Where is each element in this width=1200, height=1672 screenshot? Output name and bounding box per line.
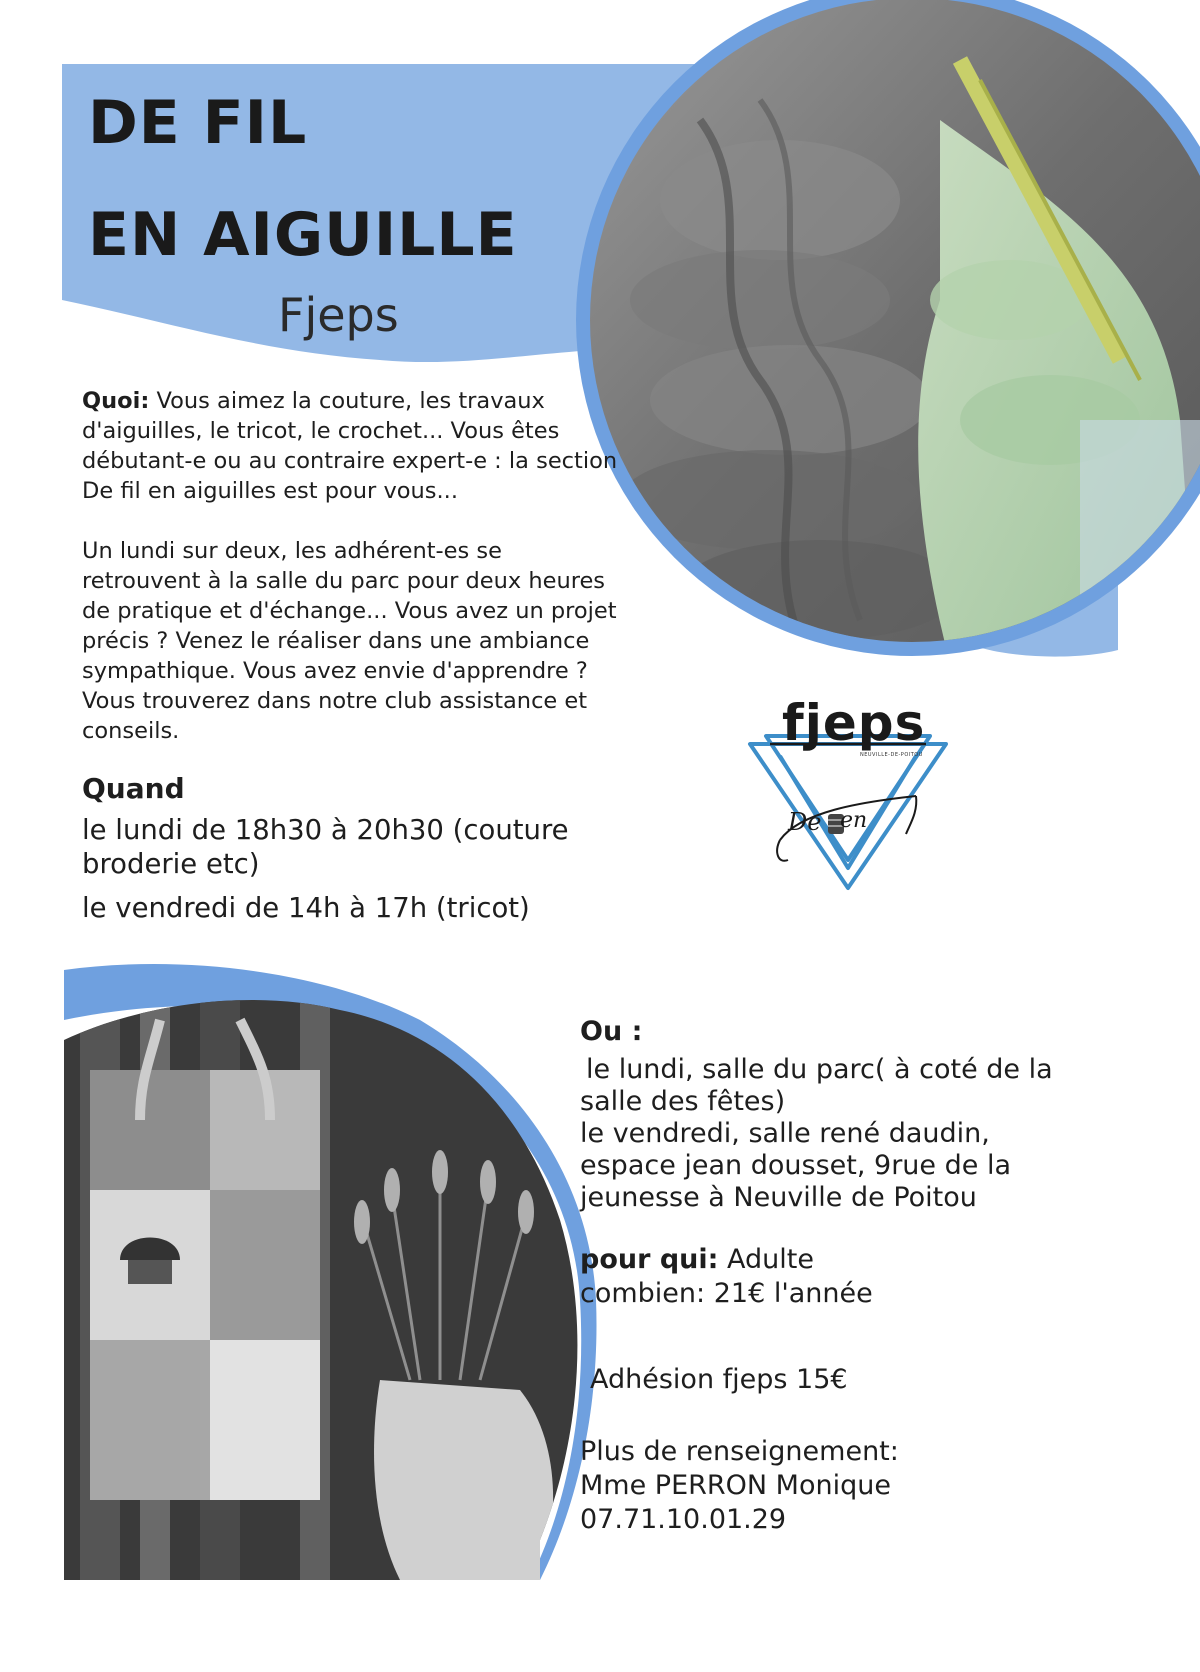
- ou-line-5: jeunesse à Neuville de Poitou: [580, 1182, 977, 1213]
- ou-line-4: espace jean dousset, 9rue de la: [580, 1150, 1011, 1181]
- description-line: sympathique. Vous avez envie d'apprendre ?: [82, 658, 588, 684]
- contact-heading: Plus de renseignement:: [580, 1436, 899, 1467]
- quoi-paragraph: [82, 386, 617, 506]
- description-line: Vous trouverez dans notre club assistance et: [82, 688, 588, 714]
- ou-line-1: le lundi, salle du parc( à coté de la: [586, 1054, 1053, 1085]
- logo-de-text: De: [788, 808, 822, 836]
- logo-wordmark: fjeps: [782, 694, 926, 752]
- quoi-line-3: débutant-e ou au contraire expert-e : la section: [82, 448, 618, 474]
- title-line-1: DE FIL: [88, 88, 308, 158]
- subtitle: Fjeps: [278, 288, 399, 342]
- fjeps-logo: [740, 692, 956, 904]
- quoi-line-2: d'aiguilles, le tricot, le crochet... Vous êtes: [82, 418, 560, 444]
- description-line: de pratique et d'échange... Vous avez un projet: [82, 598, 617, 624]
- quoi-line-1: [82, 386, 617, 416]
- ou-line-3: le vendredi, salle rené daudin,: [580, 1118, 990, 1149]
- description-line: conseils.: [82, 718, 180, 744]
- combien-line: combien: 21€ l'année: [580, 1278, 873, 1309]
- contact-name: Mme PERRON Monique: [580, 1470, 891, 1501]
- logo-small-text: NEUVILLE-DE-POITOU: [860, 752, 923, 758]
- description-line: précis ? Venez le réaliser dans une ambiance: [82, 628, 590, 654]
- adhesion-line: Adhésion fjeps 15€: [590, 1364, 848, 1395]
- quand-heading: Quand: [82, 772, 185, 805]
- title-line-2: EN AIGUILLE: [88, 200, 518, 270]
- logo-en-text: en: [840, 808, 868, 833]
- pour-qui-line: [580, 1244, 814, 1276]
- description-line: Un lundi sur deux, les adhérent-es se: [82, 538, 502, 564]
- description-line: retrouvent à la salle du parc pour deux heures: [82, 568, 606, 594]
- description-paragraph: [82, 536, 617, 746]
- pour-qui-label: pour qui:: [580, 1244, 719, 1275]
- bottom-photo-block: [0, 960, 600, 1600]
- quoi-label: Quoi:: [82, 388, 150, 414]
- patchwork-bag-lavender-photo: [60, 980, 580, 1600]
- quoi-line-1-text: Vous aimez la couture, les travaux: [149, 388, 545, 414]
- ou-line-2: salle des fêtes): [580, 1086, 786, 1117]
- quand-line-1: le lundi de 18h30 à 20h30 (couture: [82, 814, 569, 846]
- quoi-line-4: De fil en aiguilles est pour vous...: [82, 478, 458, 504]
- quand-line-3: le vendredi de 14h à 17h (tricot): [82, 892, 530, 924]
- quand-line-2: broderie etc): [82, 848, 260, 880]
- ou-heading: Ou :: [580, 1016, 643, 1047]
- pour-qui-value: Adulte: [718, 1244, 814, 1275]
- contact-phone: 07.71.10.01.29: [580, 1504, 787, 1535]
